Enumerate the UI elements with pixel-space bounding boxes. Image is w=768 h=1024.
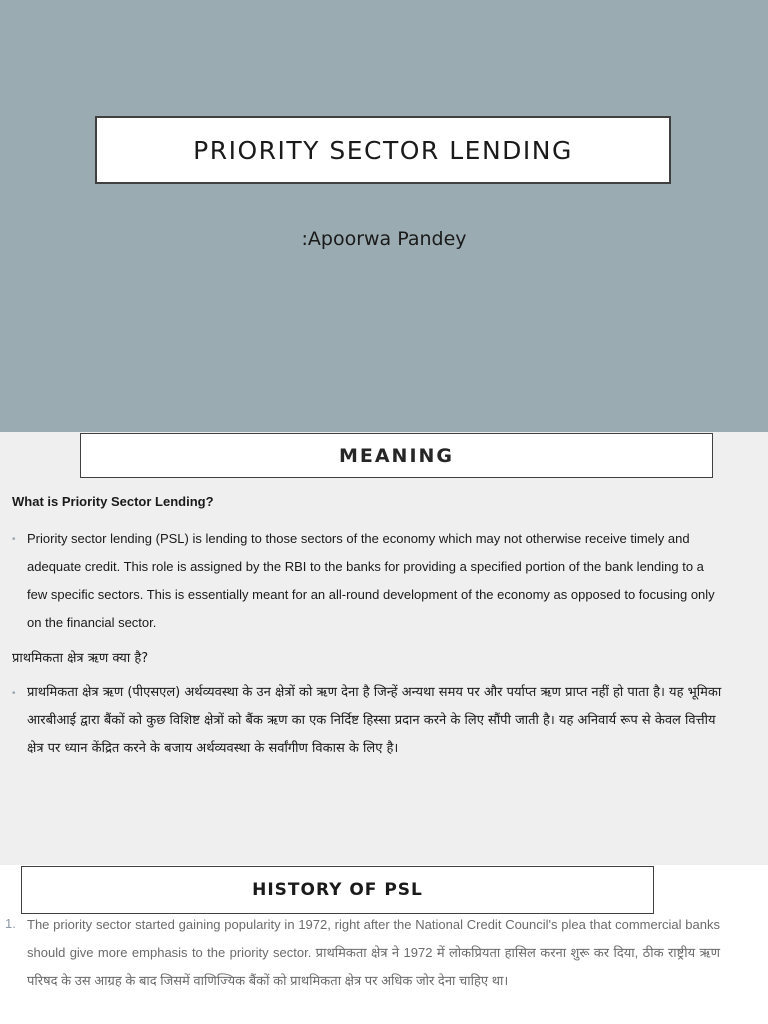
title-box (95, 116, 671, 184)
list-number: 1. (5, 916, 16, 931)
history-item-text: The priority sector started gaining popularity in 1972, right after the National Credit Council's plea that commercial banks should give more emphasis to the priority sector. प्राथमिकता क्षेत्र ने 1972 में लोकप्रियता हासिल करना शुरू कर दिया, ठीक राष्ट्रीय ऋण परिषद के उस आग्रह के बाद जिसमें वाणिज्यिक बैंकों को प्राथमिकता क्षेत्र पर अधिक जोर देना चाहिए था। (27, 917, 720, 988)
bullet-icon: • (12, 688, 16, 699)
meaning-heading: MEANING (338, 444, 455, 467)
bullet-icon: • (12, 534, 16, 545)
author-name: :Apoorwa Pandey (301, 228, 467, 250)
question-hindi: प्राथमिकता क्षेत्र ऋण क्या है? (12, 651, 149, 666)
meaning-heading-box (80, 433, 713, 478)
meaning-slide (0, 432, 768, 865)
question-english: What is Priority Sector Lending? (12, 494, 214, 509)
answer-hindi: प्राथमिकता क्षेत्र ऋण (पीएसएल) अर्थव्यवस्था के उन क्षेत्रों को ऋण देना है जिन्हें अन्यथा समय पर और पर्याप्त ऋण प्राप्त नहीं हो पाता है। यह भूमिका आरबीआई द्वारा बैंकों को कुछ विशिष्ट क्षेत्रों को बैंक ऋण का एक निर्दिष्ट हिस्सा प्रदान करने के लिए सौंपी जाती है। यह अनिवार्य रूप से केवल वित्तीय क्षेत्र पर ध्यान केंद्रित करने के बजाय अर्थव्यवस्था के सर्वांगीण विकास के लिए है। (27, 685, 722, 756)
history-heading: HISTORY OF PSL (252, 880, 423, 900)
answer-english: Priority sector lending (PSL) is lending to those sectors of the economy which may not otherwise receive timely and adequate credit. This role is assigned by the RBI to the banks for providing a specified portion of the bank lending to a few specific sectors. This is essentially meant for an all-round development of the economy as opposed to focusing only on the financial sector. (27, 531, 715, 630)
title-slide (0, 0, 768, 432)
history-slide (0, 865, 768, 1024)
history-heading-box (21, 866, 654, 914)
presentation-title: PRIORITY SECTOR LENDING (193, 135, 573, 165)
